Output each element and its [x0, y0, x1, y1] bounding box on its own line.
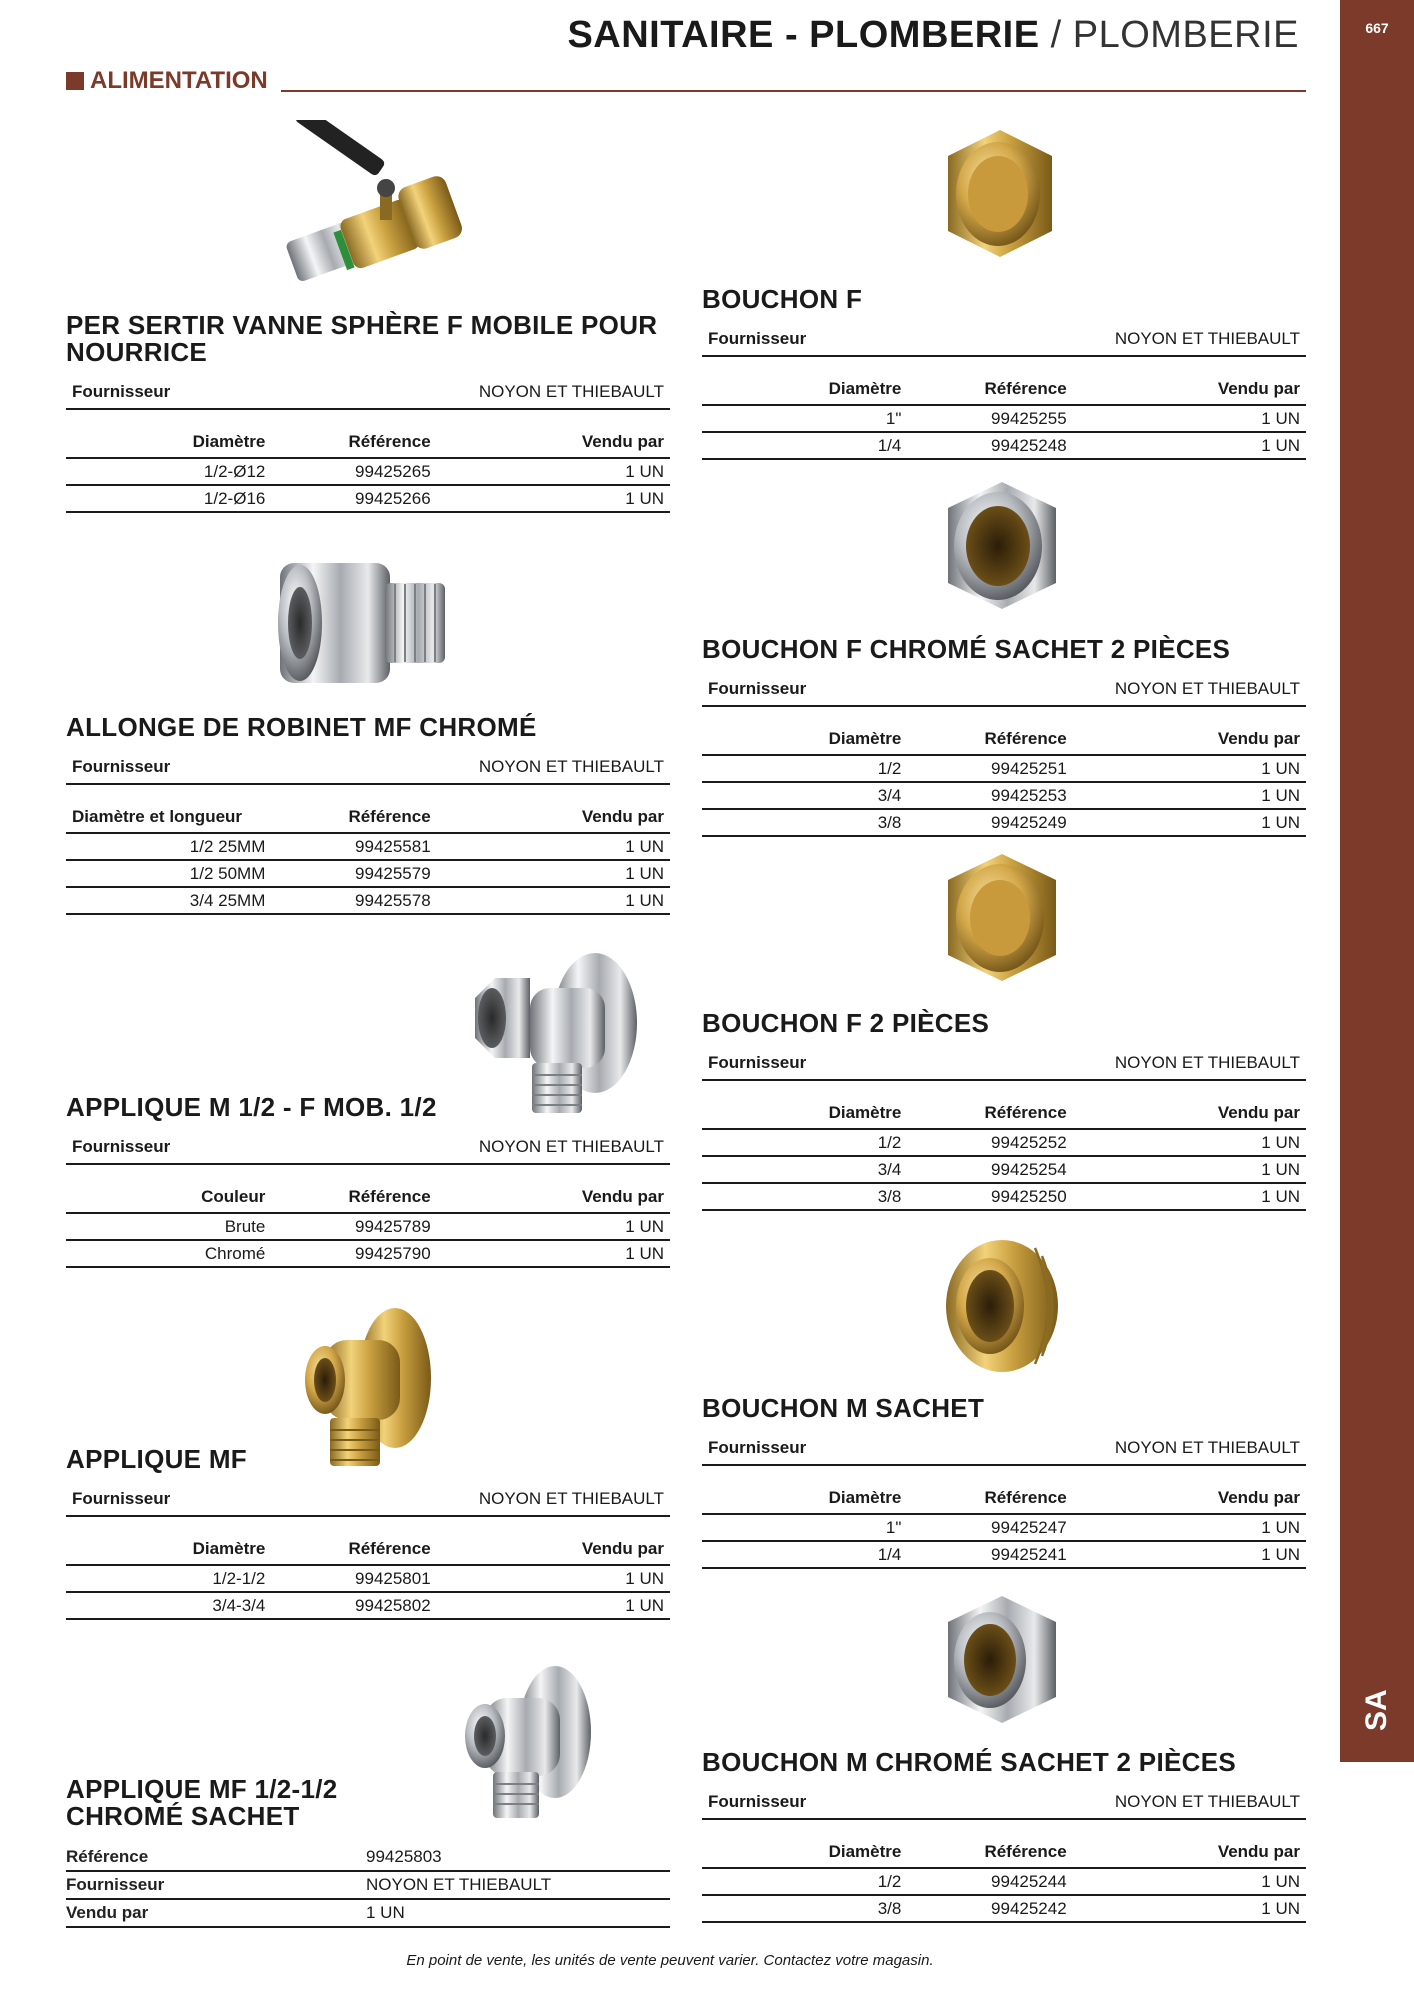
cell: 1 UN	[1107, 1129, 1306, 1156]
cell: 1 UN	[1107, 1156, 1306, 1183]
cell: 3/4-3/4	[66, 1592, 271, 1619]
cell: 1 UN	[471, 1213, 670, 1240]
ball-valve-image	[270, 120, 470, 295]
side-tab	[1340, 0, 1414, 1762]
spec-table	[702, 1842, 1306, 1923]
cell: 1 UN	[471, 887, 670, 914]
cell: 99425252	[907, 1129, 1106, 1156]
table-row	[702, 1156, 1306, 1183]
column-header: Diamètre	[702, 1842, 907, 1868]
cell: 99425249	[907, 809, 1106, 836]
cell: 1/2-Ø16	[66, 485, 271, 512]
sold-by-label: Vendu par	[66, 1899, 366, 1927]
supplier-label: Fournisseur	[708, 1438, 807, 1457]
supplier-label: Fournisseur	[708, 1053, 807, 1072]
cell: 99425253	[907, 782, 1106, 809]
supplier-row	[702, 1792, 1306, 1820]
column-header: Vendu par	[1107, 1103, 1306, 1129]
table-row	[66, 1871, 670, 1899]
product-title: PER SERTIR VANNE SPHÈRE F MOBILE POUR NOURRICE	[66, 310, 658, 367]
cell: 1/4	[702, 1541, 907, 1568]
table-row	[702, 1514, 1306, 1541]
cell: 99425247	[907, 1514, 1106, 1541]
product-title: APPLIQUE MF 1/2-1/2 CHROMÉ SACHET	[66, 1774, 338, 1831]
table-row	[66, 1899, 670, 1927]
cell: 3/8	[702, 1895, 907, 1922]
cell: 1 UN	[1107, 1514, 1306, 1541]
cell: 99425266	[271, 485, 470, 512]
cell: 99425265	[271, 458, 470, 485]
cell: 1/2 50MM	[66, 860, 271, 887]
table-row	[702, 1183, 1306, 1210]
table-row	[702, 1129, 1306, 1156]
table-row	[702, 809, 1306, 836]
product-applique-mf-chrome	[66, 1776, 670, 1928]
column-header: Référence	[271, 1539, 470, 1565]
brass-plug-image	[940, 1236, 1065, 1376]
column-header: Diamètre et longueur	[66, 807, 271, 833]
supplier-row	[66, 1489, 670, 1517]
table-row	[702, 1541, 1306, 1568]
supplier-label: Fournisseur	[72, 757, 171, 776]
supplier-value: NOYON ET THIEBAULT	[1114, 1792, 1300, 1811]
product-bouchon-m-sachet	[702, 1395, 1306, 1569]
cell: 3/4 25MM	[66, 887, 271, 914]
sold-by-value: 1 UN	[366, 1899, 670, 1927]
product-bouchon-f	[702, 286, 1306, 460]
column-header: Référence	[907, 1103, 1106, 1129]
supplier-value: NOYON ET THIEBAULT	[478, 1137, 664, 1156]
supplier-row	[66, 757, 670, 785]
table-header	[702, 1842, 1306, 1868]
table-row	[702, 1868, 1306, 1895]
cell: 1 UN	[1107, 782, 1306, 809]
cell: Brute	[66, 1213, 271, 1240]
column-header: Vendu par	[471, 432, 670, 458]
cell: 99425244	[907, 1868, 1106, 1895]
table-header	[702, 1103, 1306, 1129]
table-row	[66, 458, 670, 485]
cell: 1/2	[702, 1868, 907, 1895]
product-per-sertir-vanne	[66, 312, 670, 513]
cell: 1 UN	[1107, 755, 1306, 782]
cell: 99425248	[907, 432, 1106, 459]
product-applique-mf	[66, 1446, 670, 1620]
cell: 99425250	[907, 1183, 1106, 1210]
cell: 1 UN	[1107, 1868, 1306, 1895]
product-title: ALLONGE DE ROBINET MF CHROMÉ	[66, 712, 537, 742]
page-title-sub: PLOMBERIE	[1072, 14, 1299, 56]
spec-table	[702, 379, 1306, 460]
product-bouchon-m-chrome	[702, 1749, 1306, 1923]
column-header: Vendu par	[471, 1187, 670, 1213]
column-header: Diamètre	[702, 1488, 907, 1514]
spec-table	[702, 1488, 1306, 1569]
column-header: Diamètre	[702, 1103, 907, 1129]
spec-table	[66, 807, 670, 915]
product-title: BOUCHON M SACHET	[702, 1393, 985, 1423]
supplier-row	[66, 1137, 670, 1165]
chrome-cap-image	[940, 478, 1065, 613]
column-header: Référence	[907, 379, 1106, 405]
brass-cap-image	[940, 850, 1065, 985]
table-row	[702, 1895, 1306, 1922]
cell: 1/4	[702, 432, 907, 459]
supplier-label: Fournisseur	[708, 679, 807, 698]
page-number: 667	[1365, 20, 1389, 36]
column-header: Vendu par	[471, 1539, 670, 1565]
brass-cap-image	[940, 126, 1060, 261]
cell: 1 UN	[471, 860, 670, 887]
supplier-value: NOYON ET THIEBAULT	[1114, 329, 1300, 348]
supplier-value: NOYON ET THIEBAULT	[478, 382, 664, 401]
product-title: BOUCHON F 2 PIÈCES	[702, 1008, 990, 1038]
section-label: ALIMENTATION	[90, 67, 268, 94]
cell: 3/8	[702, 809, 907, 836]
cell: 1 UN	[1107, 1895, 1306, 1922]
section-header	[66, 67, 1306, 98]
product-title: BOUCHON F CHROMÉ SACHET 2 PIÈCES	[702, 634, 1231, 664]
cell: Chromé	[66, 1240, 271, 1267]
cell: 99425241	[907, 1541, 1106, 1568]
cell: 1/2	[702, 1129, 907, 1156]
column-header: Référence	[907, 729, 1106, 755]
product-title: APPLIQUE M 1/2 - F MOB. 1/2	[66, 1092, 437, 1122]
product-bouchon-f-chrome	[702, 636, 1306, 837]
spec-table	[702, 729, 1306, 837]
supplier-label: Fournisseur	[708, 1792, 807, 1811]
section-code: SA	[1360, 1689, 1393, 1731]
cell: 1"	[702, 405, 907, 432]
section-marker	[66, 72, 84, 90]
chrome-extension-image	[270, 548, 470, 698]
table-row	[702, 405, 1306, 432]
table-header	[66, 1539, 670, 1565]
table-row	[66, 860, 670, 887]
table-header	[702, 1488, 1306, 1514]
cell: 1 UN	[1107, 1183, 1306, 1210]
spec-table	[66, 1539, 670, 1620]
product-bouchon-f-2-pieces	[702, 1010, 1306, 1211]
reference-label: Référence	[66, 1844, 366, 1871]
supplier-row	[702, 1438, 1306, 1466]
spec-table	[702, 1103, 1306, 1211]
cell: 3/4	[702, 782, 907, 809]
table-row	[66, 485, 670, 512]
column-header: Vendu par	[1107, 1488, 1306, 1514]
page-title	[567, 14, 1299, 57]
column-header: Référence	[907, 1488, 1106, 1514]
cell: 99425251	[907, 755, 1106, 782]
cell: 1 UN	[1107, 1541, 1306, 1568]
cell: 1 UN	[471, 485, 670, 512]
supplier-row	[702, 1053, 1306, 1081]
table-header	[702, 729, 1306, 755]
info-table	[66, 1844, 670, 1928]
cell: 99425242	[907, 1895, 1106, 1922]
cell: 1/2 25MM	[66, 833, 271, 860]
cell: 99425802	[271, 1592, 470, 1619]
supplier-value: NOYON ET THIEBAULT	[1114, 679, 1300, 698]
table-row	[66, 887, 670, 914]
table-row	[66, 1240, 670, 1267]
cell: 1 UN	[471, 458, 670, 485]
table-header	[66, 432, 670, 458]
supplier-label: Fournisseur	[708, 329, 807, 348]
table-row	[66, 1565, 670, 1592]
cell: 3/4	[702, 1156, 907, 1183]
footer-note: En point de vente, les unités de vente peuvent varier. Contactez votre magasin.	[406, 1952, 934, 1969]
supplier-value: NOYON ET THIEBAULT	[1114, 1438, 1300, 1457]
section-rule	[281, 90, 1306, 92]
column-header: Diamètre	[66, 432, 271, 458]
column-header: Référence	[271, 807, 470, 833]
column-header: Vendu par	[1107, 1842, 1306, 1868]
cell: 1 UN	[471, 1565, 670, 1592]
cell: 3/8	[702, 1183, 907, 1210]
column-header: Couleur	[66, 1187, 271, 1213]
cell: 1 UN	[471, 833, 670, 860]
product-title: APPLIQUE MF	[66, 1444, 247, 1474]
cell: 99425801	[271, 1565, 470, 1592]
table-row	[66, 1592, 670, 1619]
column-header: Vendu par	[1107, 379, 1306, 405]
column-header: Diamètre	[66, 1539, 271, 1565]
supplier-label: Fournisseur	[72, 1489, 171, 1508]
cell: 1 UN	[471, 1240, 670, 1267]
table-header	[702, 379, 1306, 405]
supplier-row	[702, 329, 1306, 357]
table-row	[702, 755, 1306, 782]
cell: 99425579	[271, 860, 470, 887]
supplier-value: NOYON ET THIEBAULT	[478, 757, 664, 776]
cell: 99425255	[907, 405, 1106, 432]
table-row	[66, 1213, 670, 1240]
cell: 99425789	[271, 1213, 470, 1240]
column-header: Diamètre	[702, 729, 907, 755]
supplier-value: NOYON ET THIEBAULT	[366, 1871, 670, 1899]
table-row	[66, 1844, 670, 1871]
supplier-label: Fournisseur	[72, 1137, 171, 1156]
reference-value: 99425803	[366, 1844, 670, 1871]
column-header: Diamètre	[702, 379, 907, 405]
page-title-separator: /	[1039, 14, 1073, 56]
column-header: Vendu par	[1107, 729, 1306, 755]
page-title-main: SANITAIRE - PLOMBERIE	[567, 14, 1040, 56]
cell: 1/2-1/2	[66, 1565, 271, 1592]
column-header: Référence	[271, 1187, 470, 1213]
supplier-value: NOYON ET THIEBAULT	[478, 1489, 664, 1508]
cell: 1/2-Ø12	[66, 458, 271, 485]
table-row	[702, 782, 1306, 809]
cell: 1 UN	[1107, 809, 1306, 836]
supplier-label: Fournisseur	[72, 382, 171, 401]
product-applique-m-f-mob	[66, 1094, 670, 1268]
table-row	[702, 432, 1306, 459]
product-title: BOUCHON M CHROMÉ SACHET 2 PIÈCES	[702, 1747, 1236, 1777]
cell: 99425254	[907, 1156, 1106, 1183]
chrome-plug-image	[940, 1592, 1065, 1727]
supplier-value: NOYON ET THIEBAULT	[1114, 1053, 1300, 1072]
column-header: Référence	[907, 1842, 1106, 1868]
cell: 1/2	[702, 755, 907, 782]
table-row	[66, 833, 670, 860]
cell: 1 UN	[1107, 432, 1306, 459]
cell: 99425790	[271, 1240, 470, 1267]
cell: 99425578	[271, 887, 470, 914]
supplier-row	[66, 382, 670, 410]
column-header: Vendu par	[471, 807, 670, 833]
column-header: Référence	[271, 432, 470, 458]
table-header	[66, 1187, 670, 1213]
cell: 1 UN	[471, 1592, 670, 1619]
spec-table	[66, 432, 670, 513]
cell: 1"	[702, 1514, 907, 1541]
table-header	[66, 807, 670, 833]
product-allonge-robinet	[66, 714, 670, 915]
supplier-label: Fournisseur	[66, 1871, 366, 1899]
product-title: BOUCHON F	[702, 284, 863, 314]
spec-table	[66, 1187, 670, 1268]
cell: 99425581	[271, 833, 470, 860]
cell: 1 UN	[1107, 405, 1306, 432]
supplier-row	[702, 679, 1306, 707]
